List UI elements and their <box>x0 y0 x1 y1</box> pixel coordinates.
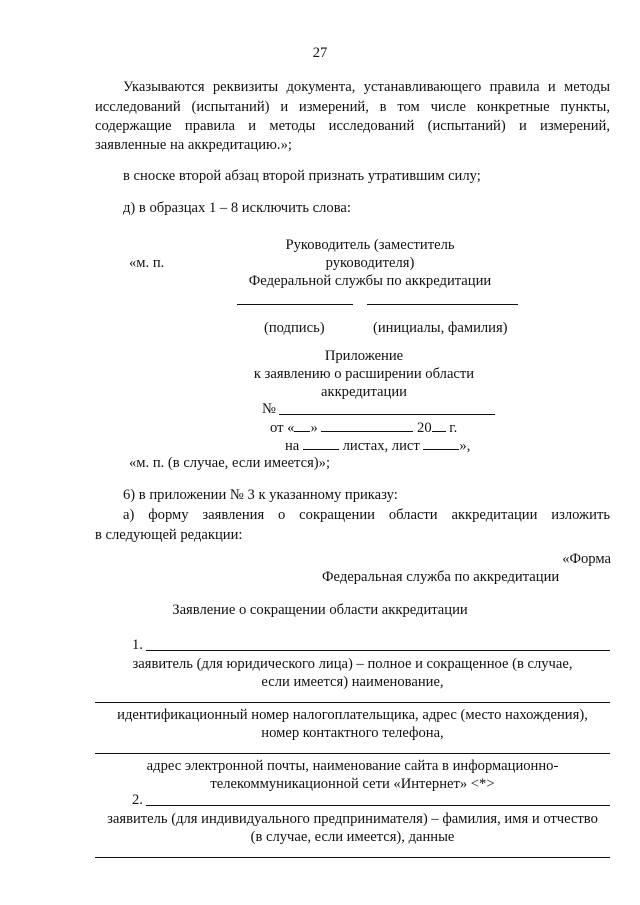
field-1-caption-2: если имеется) наименование, <box>261 674 444 690</box>
date-line <box>270 417 457 437</box>
field-1-line <box>146 650 610 651</box>
appendix-line-2: к заявлению о расширении области <box>253 366 475 382</box>
signature-line <box>237 304 353 305</box>
stamp-place-optional: «м. п. (в случае, если имеется)»; <box>129 455 330 471</box>
intro-line-3: содержащие правила и методы исследований (испытаний) и измерений, <box>95 118 610 134</box>
item-a-line-2: в следующей редакции: <box>95 527 243 543</box>
day-blank <box>294 417 310 432</box>
stamp-place: «м. п. <box>129 255 165 271</box>
sheets-close: », <box>459 438 471 454</box>
initials-label: (инициалы, фамилия) <box>373 320 508 336</box>
field-3-line <box>95 753 610 754</box>
appendix-line-3: аккредитации <box>321 384 407 400</box>
intro-line-1: Указываются реквизиты документа, устанавливающего правила и методы <box>123 79 610 95</box>
field-3-caption-1: адрес электронной почты, наименование сайта в информационно- <box>146 758 559 774</box>
head-line-1: Руководитель (заместитель <box>285 237 455 253</box>
head-line-2: руководителя) <box>325 255 415 271</box>
date-prefix: от « <box>270 420 295 436</box>
year-prefix: 20 <box>417 420 432 436</box>
form-label: «Форма <box>562 551 611 567</box>
field-5-line <box>95 857 610 858</box>
appendix-line-1: Приложение <box>324 348 404 364</box>
month-blank <box>321 417 413 432</box>
field-4-caption-2: (в случае, если имеется), данные <box>250 829 455 845</box>
signature-label: (подпись) <box>264 320 325 336</box>
field-4-number: 2. <box>132 792 143 808</box>
item-6: 6) в приложении № 3 к указанному приказу: <box>123 487 398 503</box>
field-3-caption-2: телекоммуникационной сети «Интернет» <*> <box>210 776 495 792</box>
field-2-caption-1: идентификационный номер налогоплательщика, адрес (место нахождения), <box>117 707 588 723</box>
field-2-caption-2: номер контактного телефона, <box>261 725 444 741</box>
year-suffix: г. <box>449 420 458 436</box>
field-4-line <box>146 805 610 806</box>
footnote-instruction: в сноске второй абзац второй признать утратившим силу; <box>123 168 481 184</box>
number-sign: № <box>262 401 276 417</box>
intro-line-4: заявленные на аккредитацию.»; <box>95 137 292 153</box>
sheets-on: на <box>285 438 300 454</box>
item-a-line-1: а) форму заявления о сокращении области аккредитации изложить <box>123 507 610 523</box>
head-line-3: Федеральной службы по аккредитации <box>248 273 492 289</box>
field-4-caption-1: заявитель (для индивидуального предпринимателя) – фамилия, имя и отчество <box>107 811 598 827</box>
form-service: Федеральная служба по аккредитации <box>322 569 560 585</box>
sheet-number-blank <box>423 435 459 450</box>
page-number: 27 <box>312 45 328 61</box>
sheets-count-blank <box>303 435 339 450</box>
number-blank <box>279 414 495 415</box>
field-1-caption-1: заявитель (для юридического лица) – полное и сокращенное (в случае, <box>132 656 573 672</box>
item-d: д) в образцах 1 – 8 исключить слова: <box>123 200 351 216</box>
year-blank <box>432 417 446 432</box>
field-1-number: 1. <box>132 637 143 653</box>
sheets-text: листах, лист <box>342 438 420 454</box>
form-title: Заявление о сокращении области аккредитации <box>172 602 468 618</box>
field-2-line <box>95 702 610 703</box>
date-quote: » <box>310 420 318 436</box>
sheets-line <box>285 435 470 455</box>
intro-line-2: исследований (испытаний) и измерений, в том числе конкретные пункты, <box>95 99 610 115</box>
initials-line <box>367 304 518 305</box>
